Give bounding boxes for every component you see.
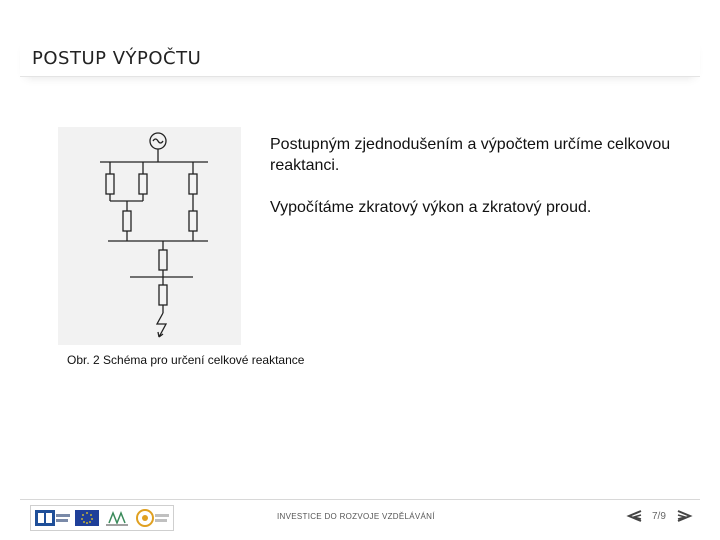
next-slide-button[interactable]	[674, 507, 694, 525]
slide-title: POSTUP VÝPOČTU	[32, 48, 202, 69]
reactance-box-icon	[159, 285, 167, 305]
op-vk-logo	[137, 510, 169, 526]
reactance-box-icon	[159, 250, 167, 270]
paragraph-short-circuit: Vypočítáme zkratový výkon a zkratový proud.	[270, 199, 592, 216]
page-number: 7/9	[652, 511, 666, 522]
fault-lightning-icon	[157, 313, 166, 337]
generator-icon	[150, 133, 166, 149]
reactance-box-icon	[106, 174, 114, 194]
reactance-box-icon	[189, 211, 197, 231]
slide-body	[270, 134, 690, 239]
paragraph-reactance: Postupným zjednodušením a výpočtem určíme celkovou reaktanci.	[270, 136, 671, 174]
esf-logo	[35, 510, 70, 526]
eu-flag-logo	[75, 510, 99, 526]
reactance-box-icon	[139, 174, 147, 194]
footer-divider	[20, 499, 700, 500]
reactance-box-icon	[123, 211, 131, 231]
footer-logos	[30, 505, 174, 531]
title-bar	[20, 36, 700, 77]
circuit-diagram-svg	[58, 127, 241, 345]
footer-text: INVESTICE DO ROZVOJE VZDĚLÁVÁNÍ	[277, 512, 435, 521]
msmt-logo	[106, 513, 128, 526]
reactance-box-icon	[189, 174, 197, 194]
prev-arrow-icon	[625, 507, 645, 525]
figure-caption: Obr. 2 Schéma pro určení celkové reaktance	[67, 353, 305, 367]
next-arrow-icon	[674, 507, 694, 525]
prev-slide-button[interactable]	[625, 507, 645, 525]
circuit-diagram	[58, 127, 241, 345]
